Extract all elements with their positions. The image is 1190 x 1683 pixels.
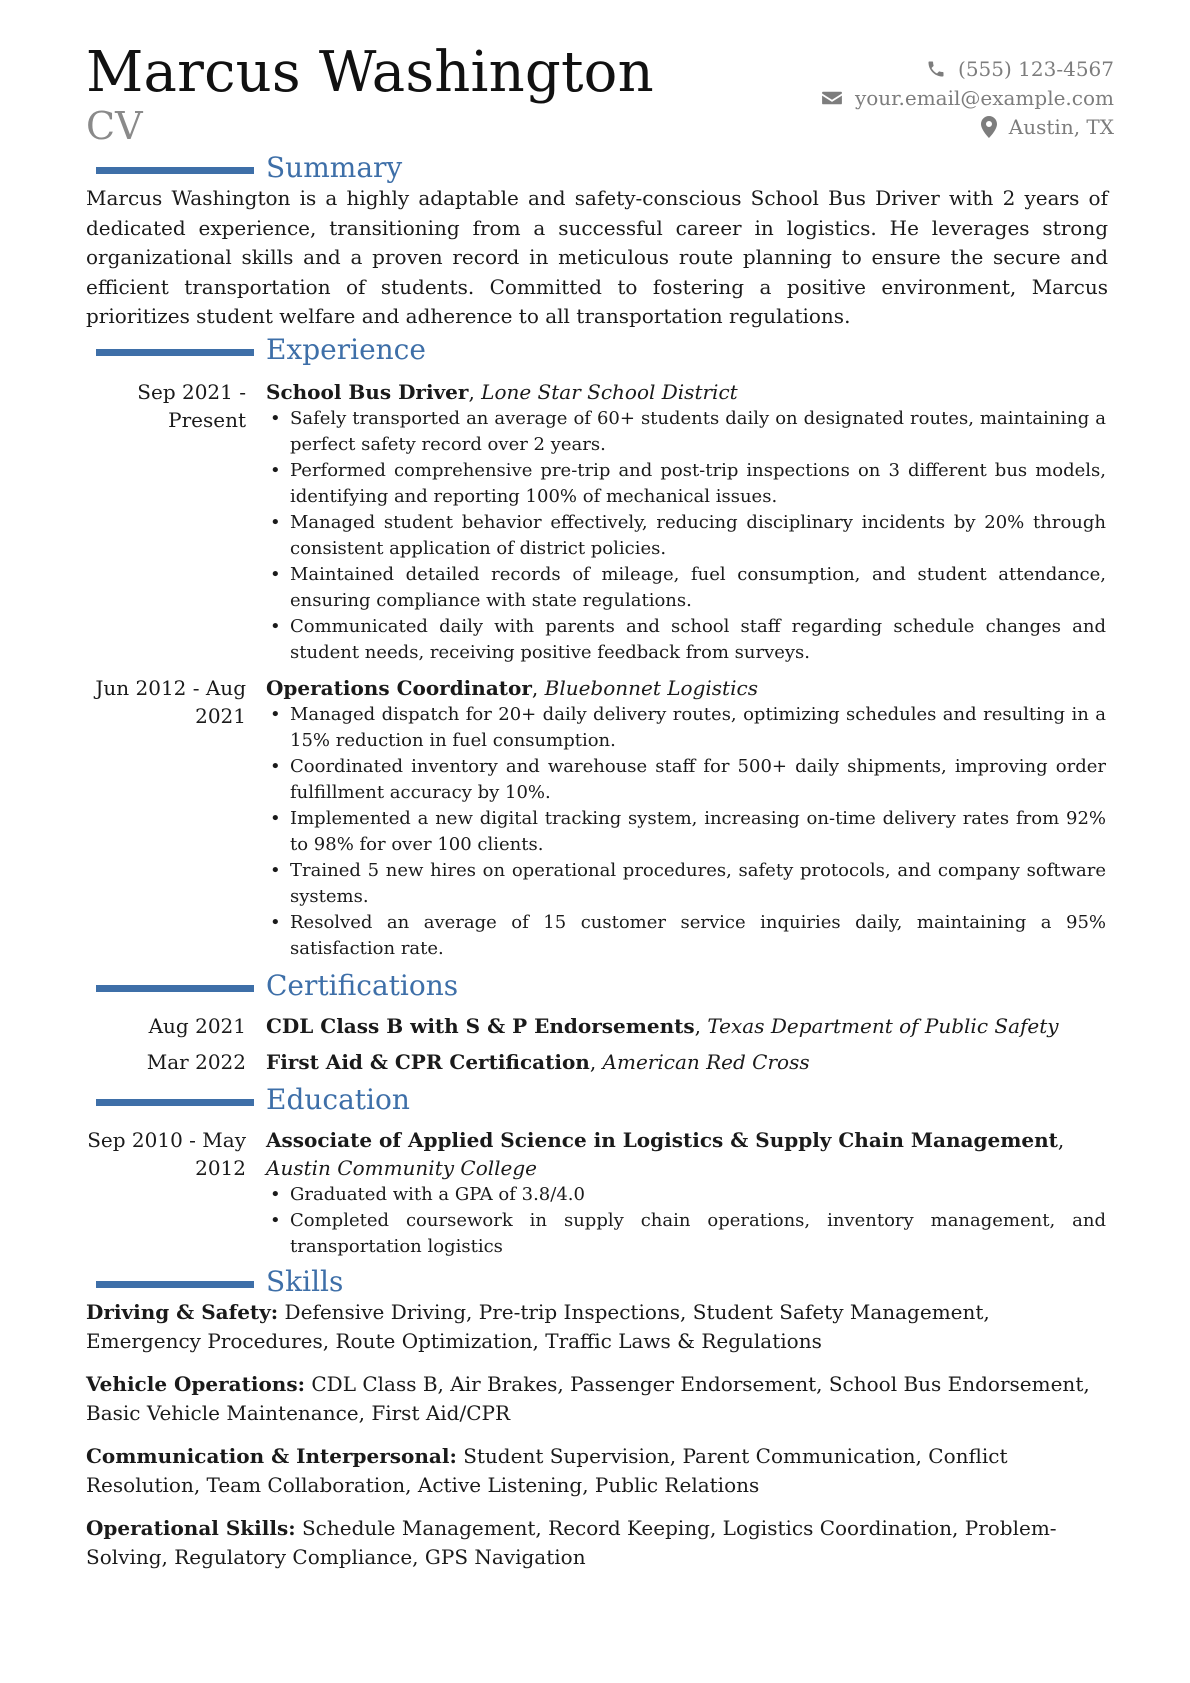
cert-name: CDL Class B with S & P Endorsements bbox=[266, 1013, 695, 1038]
skill-items: Student Supervision, Parent Communication, Conflict Resolution, Team Collaboration, Active Listening, Public Relations bbox=[86, 1443, 1008, 1497]
bullet-list bbox=[266, 406, 1114, 666]
envelope-icon bbox=[821, 89, 843, 107]
school-name: Austin Community College bbox=[266, 1155, 537, 1180]
entry-title: Associate of Applied Science in Logistics & Supply Chain Management, bbox=[266, 1127, 1065, 1152]
section-title-experience: Experience bbox=[266, 332, 426, 366]
cert-date: Mar 2022 bbox=[146, 1049, 246, 1074]
cert-issuer: Texas Department of Public Safety bbox=[707, 1013, 1059, 1038]
skill-group bbox=[86, 1370, 1114, 1429]
skill-category: Communication & Interpersonal: bbox=[86, 1443, 457, 1468]
list-item: • Managed dispatch for 20+ daily delivery routes, optimizing schedules and resulting in a 15% reduction in fuel consumption. bbox=[266, 702, 1114, 754]
contact-email bbox=[821, 83, 1114, 112]
list-item: • Resolved an average of 15 customer service inquiries daily, maintaining a 95% satisfaction rate. bbox=[266, 910, 1114, 962]
skill-group bbox=[86, 1298, 1114, 1357]
job-organization: Bluebonnet Logistics bbox=[544, 675, 758, 700]
section-title-skills: Skills bbox=[266, 1264, 344, 1298]
job-organization: Lone Star School District bbox=[481, 379, 738, 404]
cert-name: First Aid & CPR Certification bbox=[266, 1049, 590, 1074]
skill-items: Defensive Driving, Pre-trip Inspections, Student Safety Management, Emergency Procedures, Route Optimization, Traffic Laws & Regulations bbox=[86, 1299, 990, 1353]
entry-date: Sep 2010 - May 2012 bbox=[87, 1127, 246, 1180]
list-item: • Completed coursework in supply chain operations, inventory management, and transportation logistics bbox=[266, 1208, 1114, 1260]
contact-info bbox=[821, 54, 1114, 141]
phone-icon bbox=[926, 59, 946, 79]
cert-date: Aug 2021 bbox=[148, 1013, 246, 1038]
skill-category: Operational Skills: bbox=[86, 1515, 296, 1540]
list-item: • Managed student behavior effectively, reducing disciplinary incidents by 20% through consistent application of district policies. bbox=[266, 510, 1114, 562]
section-rule bbox=[96, 349, 254, 356]
section-rule bbox=[96, 1281, 254, 1288]
certification-row: Mar 2022 First Aid & CPR Certification, American Red Cross bbox=[86, 1044, 1114, 1080]
list-item: • Communicated daily with parents and school staff regarding schedule changes and student needs, receiving positive feedback from surveys. bbox=[266, 614, 1114, 666]
list-item: • Maintained detailed records of mileage, fuel consumption, and student attendance, ensuring compliance with state regulations. bbox=[266, 562, 1114, 614]
list-item: • Safely transported an average of 60+ students daily on designated routes, maintaining a perfect safety record over 2 years. bbox=[266, 406, 1114, 458]
cv-page bbox=[86, 40, 1114, 1586]
skills-section bbox=[86, 1264, 1114, 1573]
section-rule bbox=[96, 985, 254, 992]
section-rule bbox=[96, 167, 254, 174]
contact-location bbox=[821, 112, 1114, 141]
job-role: Operations Coordinator bbox=[266, 675, 532, 700]
summary-paragraph: Marcus Washington is a highly adaptable and safety-conscious School Bus Driver with 2 years of dedicated experience, transitioning from a successful career in logistics. He leverages strong organizational skills and a proven record in meticulous route planning to ensure the secure and efficient transportation of students. Committed to fostering a positive environment, Marcus prioritizes student welfare and adherence to all transportation regulations. bbox=[86, 186, 1108, 328]
section-rule bbox=[96, 1099, 254, 1106]
entry-title: School Bus Driver, Lone Star School District bbox=[266, 379, 738, 404]
skill-category: Driving & Safety: bbox=[86, 1299, 279, 1324]
skill-items: CDL Class B, Air Brakes, Passenger Endorsement, School Bus Endorsement, Basic Vehicle Maintenance, First Aid/CPR bbox=[86, 1371, 1090, 1425]
skill-group bbox=[86, 1514, 1114, 1573]
education-section bbox=[86, 1082, 1114, 1260]
skill-group bbox=[86, 1442, 1114, 1501]
phone-text[interactable]: (555) 123-4567 bbox=[958, 56, 1114, 81]
experience-entry bbox=[86, 674, 1114, 962]
email-text[interactable]: your.email@example.com bbox=[854, 85, 1114, 110]
bullet-list bbox=[266, 1182, 1114, 1260]
section-title-education: Education bbox=[266, 1082, 410, 1116]
section-title-certifications: Certifications bbox=[266, 968, 459, 1002]
entry-date: Sep 2021 - Present bbox=[137, 379, 246, 432]
skill-category: Vehicle Operations: bbox=[86, 1371, 305, 1396]
list-item: • Coordinated inventory and warehouse staff for 500+ daily shipments, improving order fulfillment accuracy by 10%. bbox=[266, 754, 1114, 806]
skill-items: Schedule Management, Record Keeping, Logistics Coordination, Problem-Solving, Regulatory Compliance, GPS Navigation bbox=[86, 1515, 1057, 1569]
certification-row: Aug 2021 CDL Class B with S & P Endorsements, Texas Department of Public Safety bbox=[86, 1008, 1114, 1044]
person-name: Marcus Washington bbox=[86, 40, 654, 105]
cv-header bbox=[86, 40, 1114, 156]
summary-section bbox=[86, 151, 1114, 332]
document-type: CV bbox=[86, 104, 143, 148]
education-entry bbox=[86, 1126, 1114, 1260]
certifications-section bbox=[86, 968, 1114, 1080]
list-item: • Trained 5 new hires on operational procedures, safety protocols, and company software systems. bbox=[266, 858, 1114, 910]
entry-title: Operations Coordinator, Bluebonnet Logistics bbox=[266, 675, 758, 700]
location-text: Austin, TX bbox=[1008, 114, 1114, 139]
list-item: • Implemented a new digital tracking system, increasing on-time delivery rates from 92% to 98% for over 100 clients. bbox=[266, 806, 1114, 858]
entry-date: Jun 2012 - Aug 2021 bbox=[95, 675, 246, 728]
degree-name: Associate of Applied Science in Logistics & Supply Chain Management bbox=[266, 1127, 1058, 1152]
bullet-list bbox=[266, 702, 1114, 962]
job-role: School Bus Driver bbox=[266, 379, 469, 404]
experience-section bbox=[86, 332, 1114, 962]
cert-issuer: American Red Cross bbox=[602, 1049, 810, 1074]
list-item: • Performed comprehensive pre-trip and post-trip inspections on 3 different bus models, identifying and reporting 100% of mechanical issues. bbox=[266, 458, 1114, 510]
map-marker-icon bbox=[981, 116, 997, 138]
contact-phone bbox=[821, 54, 1114, 83]
experience-entry bbox=[86, 378, 1114, 666]
list-item: • Graduated with a GPA of 3.8/4.0 bbox=[266, 1182, 1114, 1208]
section-title-summary: Summary bbox=[266, 151, 403, 184]
